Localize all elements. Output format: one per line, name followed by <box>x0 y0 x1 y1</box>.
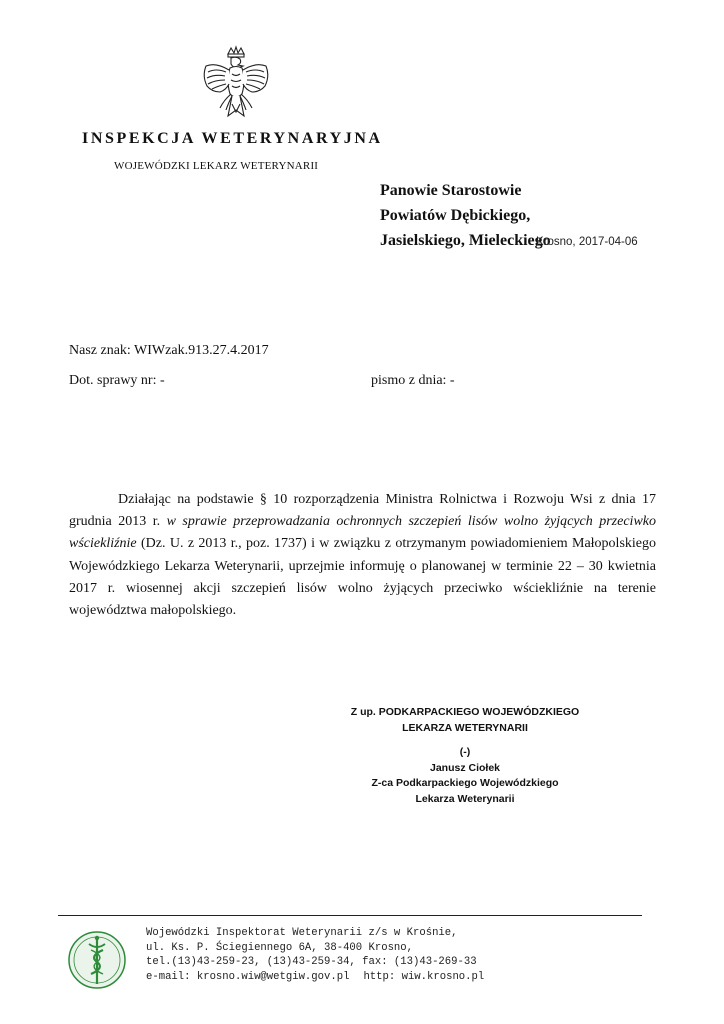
our-reference: Nasz znak: WIWzak.913.27.4.2017 <box>69 343 269 358</box>
body-text-italic: w sprawie przeprowadzania ochronnych szczepień lisów wolno żyjących przeciwko wściekliźnie <box>69 514 657 552</box>
recipient-line: Jasielskiego, Mieleckiego <box>380 232 551 249</box>
signature-line: Z up. PODKARPACKIEGO WOJEWÓDZKIEGO <box>350 706 580 718</box>
signature-mark: (-) <box>459 746 471 758</box>
letter-date-reference: pismo z dnia: - <box>371 373 455 388</box>
signatory-title: Lekarza Weterynarii <box>415 792 515 805</box>
body-text-part: Działając na podstawie § 10 rozporządzenia Ministra Rolnictwa i Rozwoju Wsi z dnia 17 grudnia 2013 r. <box>69 492 656 530</box>
case-reference: Dot. sprawy nr: - <box>69 373 165 388</box>
signatory-title: Z-ca Podkarpackiego Wojewódzkiego <box>371 777 559 789</box>
signatory-name: Janusz Ciołek <box>429 761 501 774</box>
footer-website: http: wiw.krosno.pl <box>363 970 485 983</box>
polish-eagle-emblem-icon <box>198 46 274 134</box>
signature-block <box>300 705 630 807</box>
footer-email: e-mail: krosno.wiw@wetgiw.gov.pl <box>146 970 350 983</box>
body-text-part: (Dz. U. z 2013 r., poz. 1737) i w związku z otrzymanym powiadomieniem Małopolskiego Wojewódzkiego Lekarza Weterynarii, uprzejmie informuję o planowanej w terminie 22 – 30 kwietnia 2017 r. wiosennej akcji szczepień lisów wolno żyjących przeciwko wściekliźnie na terenie województwa małopolskiego. <box>69 536 656 619</box>
institution-subtitle: WOJEWÓDZKI LEKARZ WETERYNARII <box>114 160 319 172</box>
letter-date: Krosno, 2017-04-06 <box>536 236 638 248</box>
signature-line: LEKARZA WETERYNARII <box>402 721 528 734</box>
institution-title: INSPEKCJA WETERYNARYJNA <box>82 130 383 147</box>
footer-line: tel.(13)43-259-23, (13)43-259-34, fax: (13)43-269-33 <box>146 956 477 969</box>
body-paragraph <box>69 489 656 622</box>
veterinary-caduceus-logo-icon <box>67 928 127 992</box>
footer-line: ul. Ks. P. Ściegiennego 6A, 38-400 Krosno, <box>146 941 414 954</box>
footer-contact <box>146 970 484 985</box>
footer-line: Wojewódzki Inspektorat Weterynarii z/s w Krośnie, <box>146 927 458 939</box>
recipient-line: Powiatów Dębickiego, <box>380 207 531 224</box>
recipient-line: Panowie Starostowie <box>380 182 522 199</box>
footer-address <box>146 926 484 984</box>
footer-divider <box>58 915 642 916</box>
